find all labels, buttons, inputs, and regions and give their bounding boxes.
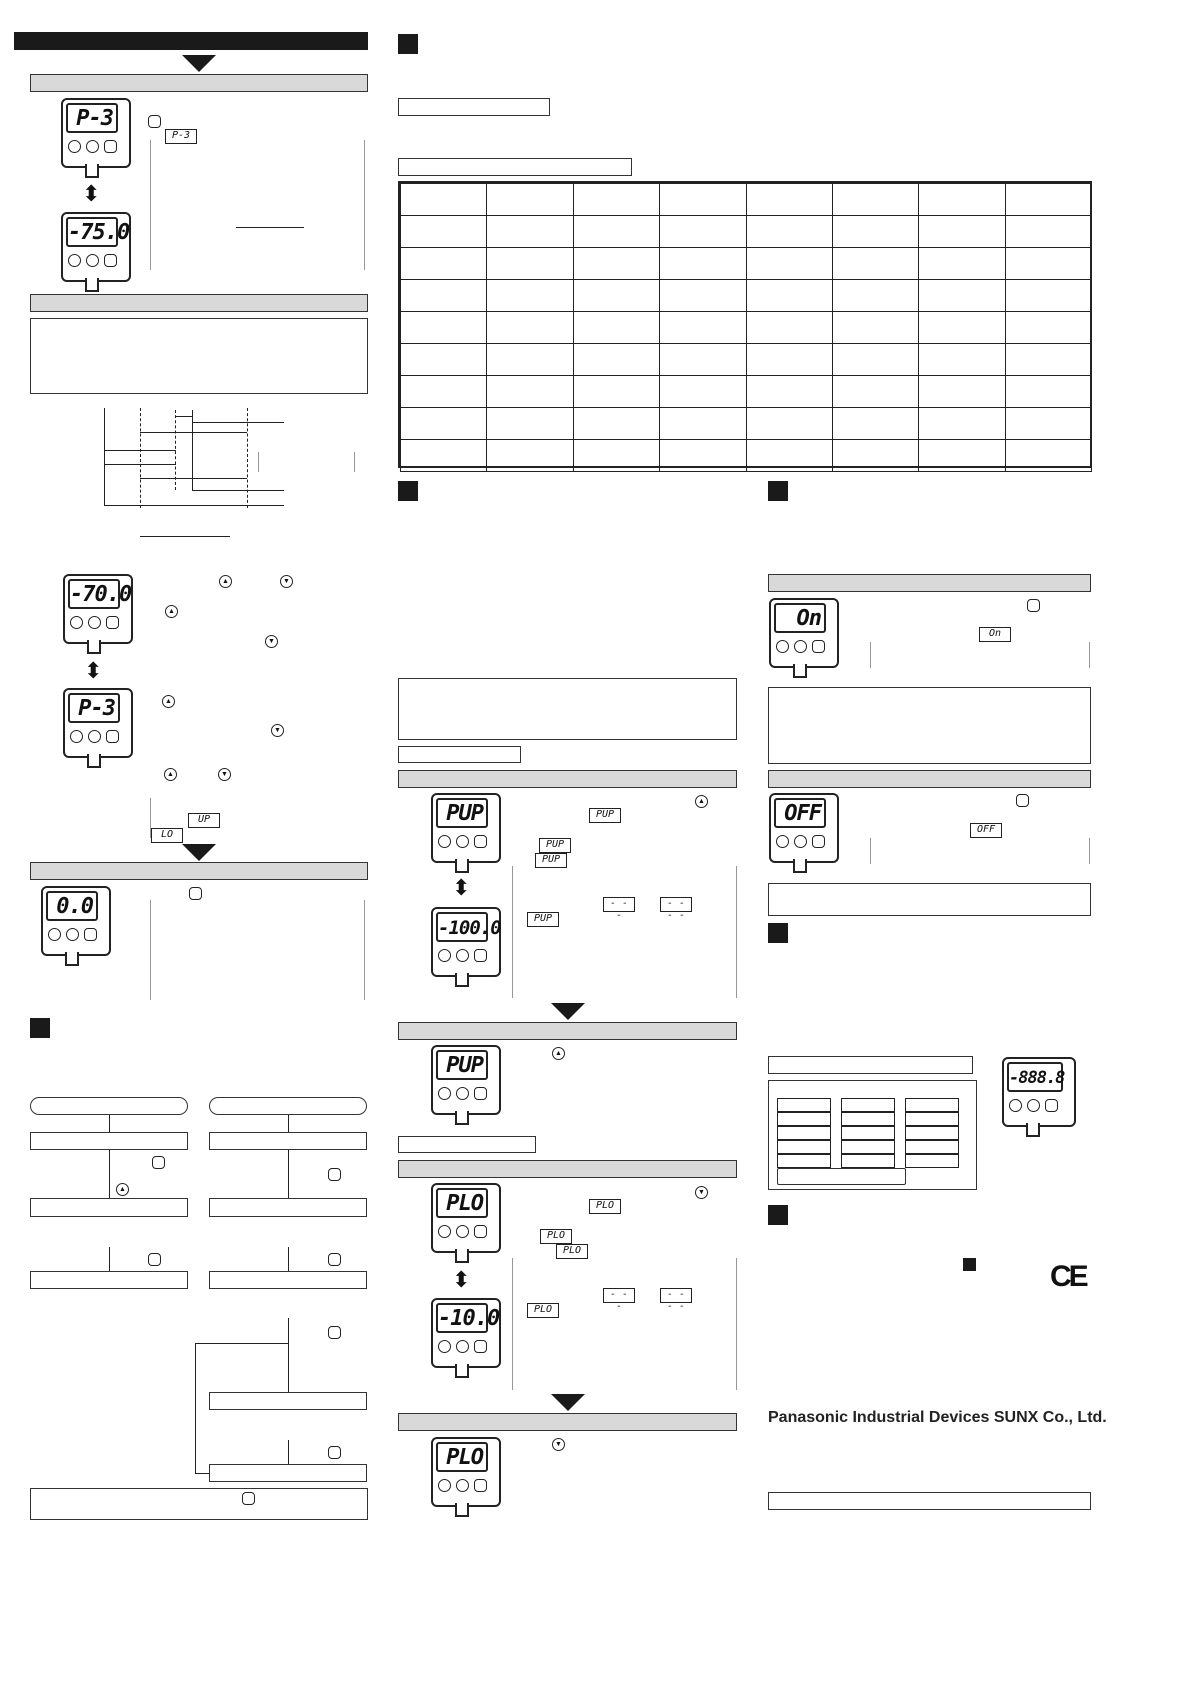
section-header-bar (14, 32, 368, 50)
down-button-icon: ▼ (218, 768, 231, 781)
flow-line (288, 1150, 289, 1198)
note-box (398, 678, 737, 740)
note-box (768, 687, 1091, 764)
note-bracket (258, 452, 259, 472)
swap-arrow-icon: ⬍ (84, 658, 103, 683)
note-box (768, 883, 1091, 916)
flow-line (195, 1343, 288, 1344)
flow-step (30, 1198, 188, 1217)
up-button-icon (776, 835, 789, 848)
subsection-bar (398, 1413, 737, 1431)
section-marker (768, 481, 788, 501)
mode-button-icon (104, 140, 117, 153)
section-marker (398, 481, 418, 501)
down-button-icon (66, 928, 79, 941)
mode-button-icon (328, 1253, 341, 1266)
mode-button-icon (189, 887, 202, 900)
down-button-icon (456, 1479, 469, 1492)
mini-display: PLO (540, 1229, 572, 1244)
up-button-icon: ▲ (219, 575, 232, 588)
mode-button-icon (152, 1156, 165, 1169)
mode-button-icon (148, 115, 161, 128)
mode-button-icon (474, 1087, 487, 1100)
mini-display: P-3 (165, 129, 197, 144)
diagram-line (175, 416, 192, 417)
up-button-icon (438, 1225, 451, 1238)
diagram-line (140, 432, 247, 433)
label-box (398, 98, 550, 116)
subsection-bar (30, 294, 368, 312)
mini-display: PUP (527, 912, 559, 927)
label-box (398, 158, 632, 176)
flow-line (288, 1115, 289, 1132)
note-bracket (870, 642, 871, 668)
flow-step (209, 1271, 367, 1289)
flow-arrow-icon (551, 1394, 585, 1411)
down-button-icon: ▼ (265, 635, 278, 648)
mode-button-icon (474, 949, 487, 962)
mode-button-icon (812, 640, 825, 653)
flow-line (195, 1473, 209, 1474)
down-button-icon: ▼ (280, 575, 293, 588)
diagram-line (104, 450, 176, 451)
subsection-bar (768, 574, 1091, 592)
up-button-icon: ▲ (695, 795, 708, 808)
mode-button-icon (474, 835, 487, 848)
down-button-icon: ▼ (695, 1186, 708, 1199)
down-button-icon (86, 140, 99, 153)
note-bracket (150, 140, 151, 270)
flow-line (288, 1440, 289, 1464)
up-button-icon (70, 730, 83, 743)
mini-display: - - - - (660, 1288, 692, 1303)
flow-line (109, 1150, 110, 1198)
label-box (398, 746, 521, 763)
up-button-icon (438, 1479, 451, 1492)
spec-table (398, 181, 1092, 468)
mini-display: PUP (539, 838, 571, 853)
note-bracket (870, 838, 871, 864)
down-button-icon (88, 616, 101, 629)
mini-display: PUP (535, 853, 567, 868)
subsection-bar (30, 862, 368, 880)
swap-arrow-icon: ⬍ (452, 875, 471, 900)
mini-display: PUP (589, 808, 621, 823)
mode-button-icon (84, 928, 97, 941)
down-button-icon: ▼ (271, 724, 284, 737)
section-marker (768, 1205, 788, 1225)
mode-button-icon (474, 1225, 487, 1238)
note-bracket (736, 1258, 737, 1390)
mini-display: - - - (603, 897, 635, 912)
mode-button-icon (148, 1253, 161, 1266)
ce-mark: CE (1050, 1260, 1086, 1293)
mode-button-icon (1016, 794, 1029, 807)
diagram-axis (104, 408, 105, 506)
subsection-bar (30, 74, 368, 92)
flow-line (288, 1318, 289, 1392)
down-button-icon (456, 949, 469, 962)
up-button-icon (438, 1340, 451, 1353)
mini-display: LO (151, 828, 183, 843)
flow-step (209, 1198, 367, 1217)
note-bracket (150, 900, 151, 1000)
code-table (777, 1098, 969, 1166)
note-bracket (736, 866, 737, 998)
note-bracket (1089, 838, 1090, 864)
code-table-footer (777, 1168, 906, 1185)
flow-step (209, 1132, 367, 1150)
mini-display: OFF (970, 823, 1002, 838)
section-marker (30, 1018, 50, 1038)
up-button-icon (776, 640, 789, 653)
mode-button-icon (106, 616, 119, 629)
mode-button-icon (328, 1326, 341, 1339)
up-button-icon (68, 254, 81, 267)
flow-line (288, 1247, 289, 1271)
diagram-guide (247, 408, 248, 508)
mode-button-icon (328, 1446, 341, 1459)
flow-arrow-icon (551, 1003, 585, 1020)
mode-button-icon (104, 254, 117, 267)
down-button-icon (86, 254, 99, 267)
down-button-icon (794, 835, 807, 848)
mini-display: On (979, 627, 1011, 642)
section-marker (398, 34, 418, 54)
up-button-icon: ▲ (552, 1047, 565, 1060)
mode-button-icon (328, 1168, 341, 1181)
note-bracket (512, 1258, 513, 1390)
up-button-icon: ▲ (162, 695, 175, 708)
down-button-icon (794, 640, 807, 653)
up-button-icon: ▲ (165, 605, 178, 618)
mini-display: PLO (527, 1303, 559, 1318)
subsection-bar (398, 770, 737, 788)
mini-display: - - - - (660, 897, 692, 912)
down-button-icon (456, 835, 469, 848)
flow-line (109, 1115, 110, 1132)
down-button-icon: ▼ (552, 1438, 565, 1451)
mode-button-icon (106, 730, 119, 743)
mode-button-icon (1027, 599, 1040, 612)
diagram-line (192, 490, 284, 491)
down-button-icon (456, 1340, 469, 1353)
up-button-icon (438, 1087, 451, 1100)
diagram-line (140, 478, 247, 479)
mini-display: UP (188, 813, 220, 828)
down-button-icon (456, 1225, 469, 1238)
up-button-icon: ▲ (116, 1183, 129, 1196)
company-name: Panasonic Industrial Devices SUNX Co., Ltd. (768, 1409, 1107, 1426)
note-bracket (364, 900, 365, 1000)
mode-button-icon (474, 1340, 487, 1353)
diagram-line (192, 422, 284, 423)
mini-display: - - - (603, 1288, 635, 1303)
flow-start-right (209, 1097, 367, 1115)
note-box (30, 1488, 368, 1520)
note-bracket (364, 140, 365, 270)
up-button-icon (68, 140, 81, 153)
flow-arrow-icon (182, 844, 216, 861)
flow-line (195, 1343, 196, 1473)
diagram-axis (104, 505, 284, 506)
down-button-icon (88, 730, 101, 743)
flow-start-left (30, 1097, 188, 1115)
note-box (30, 318, 368, 394)
footer-box (768, 1492, 1091, 1510)
label-box (398, 1136, 536, 1153)
flow-step (209, 1392, 367, 1410)
diagram-guide (140, 408, 141, 508)
mode-button-icon (474, 1479, 487, 1492)
flow-line (109, 1247, 110, 1271)
up-button-icon (1009, 1099, 1022, 1112)
up-button-icon (48, 928, 61, 941)
mode-button-icon (242, 1492, 255, 1505)
up-button-icon (438, 949, 451, 962)
underline (236, 227, 304, 228)
flow-step (209, 1464, 367, 1482)
flow-step (30, 1132, 188, 1150)
diagram-arrow (140, 536, 230, 537)
up-button-icon (438, 835, 451, 848)
diagram-line (104, 464, 176, 465)
down-button-icon (456, 1087, 469, 1100)
swap-arrow-icon: ⬍ (82, 181, 101, 206)
flow-step (30, 1271, 188, 1289)
down-button-icon (1027, 1099, 1040, 1112)
flow-arrow-icon (182, 55, 216, 72)
up-button-icon: ▲ (164, 768, 177, 781)
mini-display: PLO (556, 1244, 588, 1259)
mode-button-icon (812, 835, 825, 848)
note-bracket (512, 866, 513, 998)
label-box (768, 1056, 973, 1074)
swap-arrow-icon: ⬍ (452, 1267, 471, 1292)
note-bracket (354, 452, 355, 472)
note-bracket (1089, 642, 1090, 668)
section-marker (768, 923, 788, 943)
subsection-bar (768, 770, 1091, 788)
subsection-bar (398, 1160, 737, 1178)
up-button-icon (70, 616, 83, 629)
small-marker (963, 1258, 976, 1271)
mode-button-icon (1045, 1099, 1058, 1112)
subsection-bar (398, 1022, 737, 1040)
mini-display: PLO (589, 1199, 621, 1214)
